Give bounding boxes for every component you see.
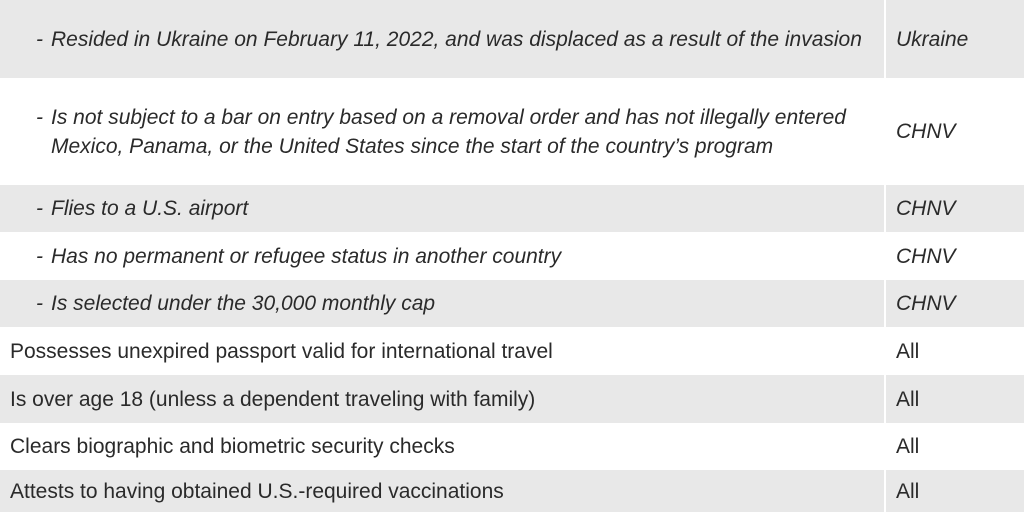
requirement-cell [0,423,884,470]
applies-to-cell: All [884,423,1024,470]
applies-to-cell: All [884,375,1024,423]
table-row [0,185,1024,232]
requirement-text: Has no permanent or refugee status in another country [51,244,562,268]
row-prefix: - [36,244,43,268]
applies-to-cell: Ukraine [884,0,1024,78]
table-row [0,470,1024,512]
requirement-text: Resided in Ukraine on February 11, 2022, and was displaced as a result of the invasion [51,27,862,51]
requirement-text: Flies to a U.S. airport [51,197,249,220]
requirement-cell [0,0,884,78]
requirement-cell [0,327,884,375]
requirement-text: Clears biographic and biometric security checks [10,435,455,458]
applies-to-cell: CHNV [884,280,1024,327]
requirement-cell [0,470,884,512]
applies-to-cell: CHNV [884,232,1024,280]
table-row [0,280,1024,327]
requirement-text: Is over age 18 (unless a dependent traveling with family) [10,387,536,411]
table-row [0,78,1024,185]
requirement-cell [0,375,884,423]
requirement-cell [0,78,884,185]
row-prefix: - [36,105,43,129]
requirement-cell [0,280,884,327]
row-prefix: - [36,197,43,220]
table-row [0,327,1024,375]
requirement-text: Is selected under the 30,000 monthly cap [51,292,436,315]
requirement-cell [0,185,884,232]
row-prefix: - [36,292,43,315]
applies-to-cell: All [884,327,1024,375]
requirement-text: Possesses unexpired passport valid for international travel [10,339,553,363]
row-prefix: - [36,27,43,51]
table-row [0,232,1024,280]
table-row [0,375,1024,423]
table-row [0,0,1024,78]
requirement-text: Attests to having obtained U.S.-required vaccinations [10,479,504,503]
applies-to-cell: CHNV [884,185,1024,232]
applies-to-cell: All [884,470,1024,512]
table-row [0,423,1024,470]
requirement-text: Is not subject to a bar on entry based on a removal order and has not illegally entered Mexico, Panama, or the United States since the start of the country’s program [51,105,846,158]
applies-to-cell: CHNV [884,78,1024,185]
requirement-cell [0,232,884,280]
